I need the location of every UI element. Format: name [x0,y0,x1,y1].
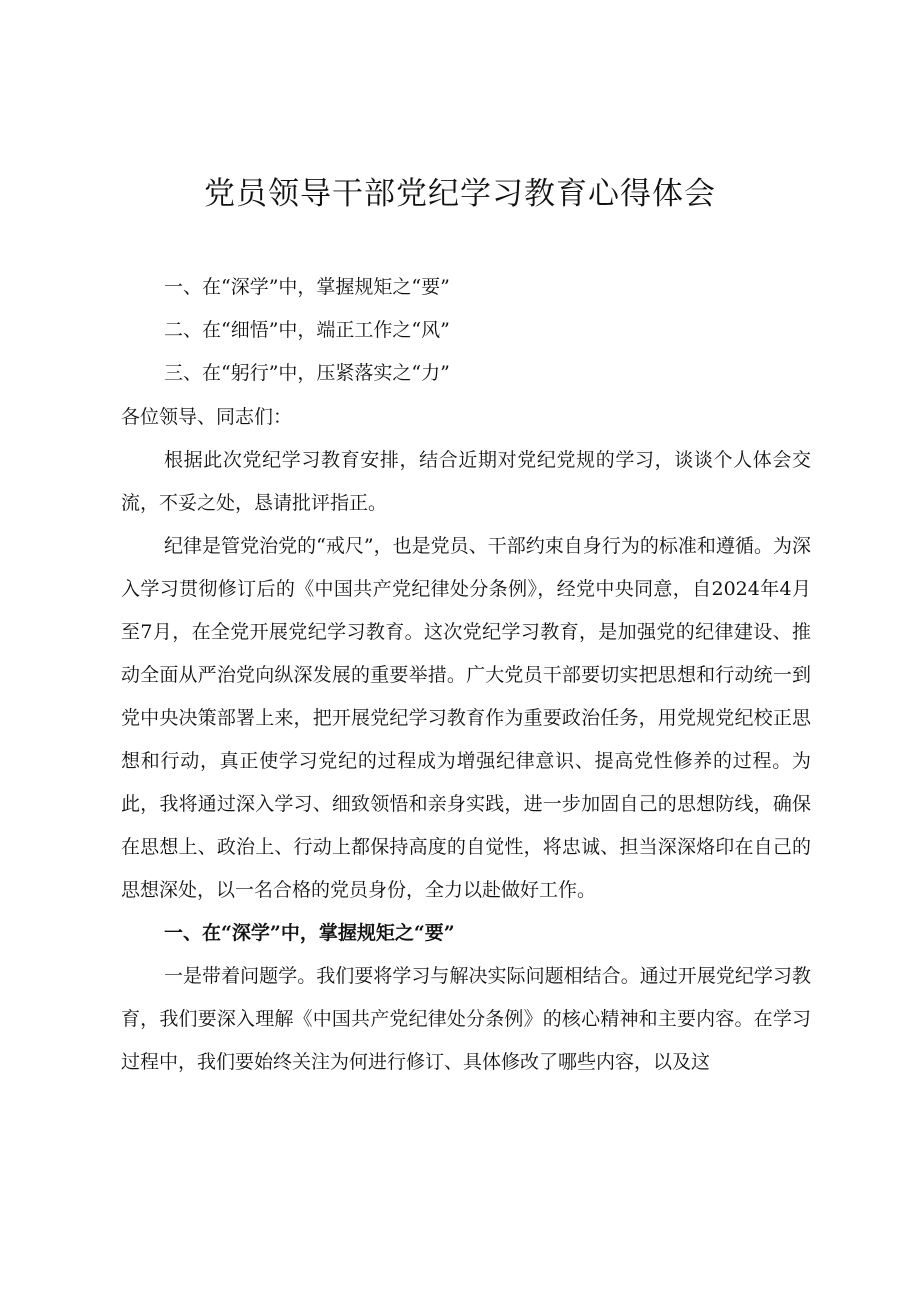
document-body [121,396,811,1084]
section-heading: 一、在“深学”中，掌握规矩之“要” [164,922,455,944]
document-title: 党员领导干部党纪学习教育心得体会 [204,176,716,212]
intro-paragraph: 根据此次党纪学习教育安排，结合近期对党纪党规的学习，谈谈个人体会交流，不妥之处，恳请批评指正。 [121,449,811,514]
greeting: 各位领导、同志们： [121,406,293,428]
section-paragraph: 一是带着问题学。我们要将学习与解决实际问题相结合。通过开展党纪学习教育，我们要深入理解《中国共产党纪律处分条例》的核心精神和主要内容。在学习过程中，我们要始终关注为何进行修订、具体修改了哪些内容，以及这 [121,965,811,1073]
outline-item: 一、在“深学”中，掌握规矩之“要” [164,276,450,298]
outline-item: 二、在“细悟”中，端正工作之“风” [164,319,450,341]
main-paragraph: 纪律是管党治党的“戒尺”，也是党员、干部约束自身行为的标准和遵循。为深入学习贯彻修订后的《中国共产党纪律处分条例》，经党中央同意，自2024年4月至7月，在全党开展党纪学习教育。这次党纪学习教育，是加强党的纪律建设、推动全面从严治党向纵深发展的重要举措。广大党员干部要切实把思想和行动统一到党中央决策部署上来，把开展党纪学习教育作为重要政治任务，用党规党纪校正思想和行动，真正使学习党纪的过程成为增强纪律意识、提高党性修养的过程。为此，我将通过深入学习、细致领悟和亲身实践，进一步加固自己的思想防线，确保在思想上、政治上、行动上都保持高度的自觉性，将忠诚、担当深深烙印在自己的思想深处，以一名合格的党员身份，全力以赴做好工作。 [121,535,811,901]
outline-item: 三、在“躬行”中，压紧落实之“力” [164,362,450,384]
outline-list [164,266,864,395]
